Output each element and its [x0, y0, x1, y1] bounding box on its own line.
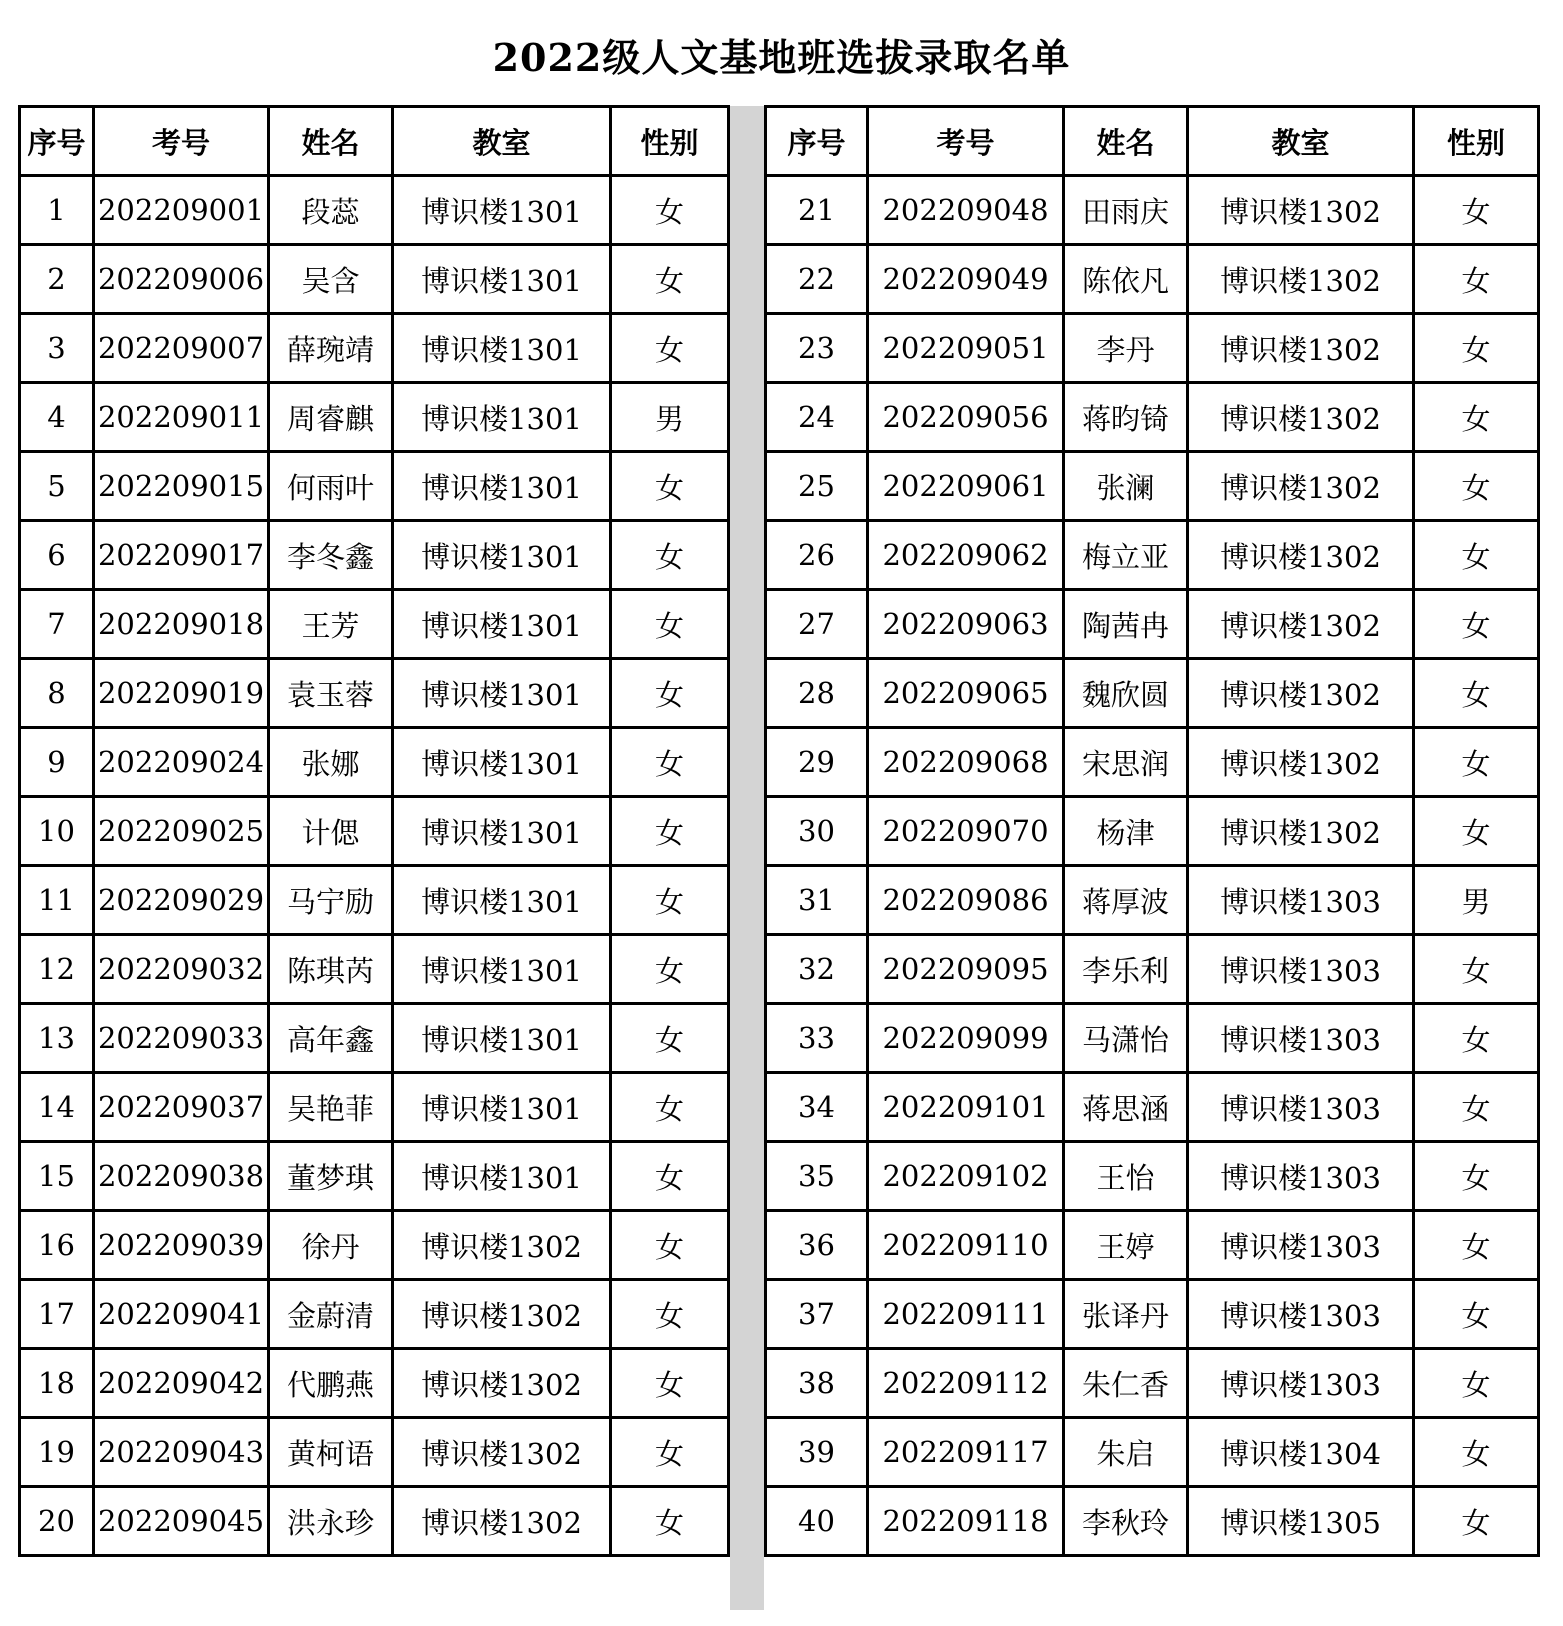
cell-name: 蒋昀锜: [1064, 383, 1188, 452]
header-gender: 性别: [1414, 107, 1539, 176]
table-row: [20, 797, 729, 866]
cell-room: 博识楼1301: [393, 797, 611, 866]
cell-room: 博识楼1302: [1188, 452, 1414, 521]
cell-exam-no: 202209049: [868, 245, 1064, 314]
cell-room: 博识楼1302: [1188, 383, 1414, 452]
table-row: [20, 1073, 729, 1142]
cell-room: 博识楼1303: [1188, 1349, 1414, 1418]
cell-exam-no: 202209101: [868, 1073, 1064, 1142]
table-row: [20, 1349, 729, 1418]
cell-seq: 8: [20, 659, 94, 728]
cell-name: 杨津: [1064, 797, 1188, 866]
cell-gender: 女: [611, 590, 729, 659]
cell-gender: 女: [611, 1487, 729, 1556]
table-row: [766, 1004, 1539, 1073]
header-name: 姓名: [269, 107, 393, 176]
cell-exam-no: 202209043: [94, 1418, 269, 1487]
cell-seq: 4: [20, 383, 94, 452]
table-row: [766, 452, 1539, 521]
cell-room: 博识楼1301: [393, 314, 611, 383]
cell-gender: 女: [611, 314, 729, 383]
cell-exam-no: 202209037: [94, 1073, 269, 1142]
cell-seq: 36: [766, 1211, 868, 1280]
cell-gender: 女: [1414, 245, 1539, 314]
cell-seq: 18: [20, 1349, 94, 1418]
header-gender: 性别: [611, 107, 729, 176]
cell-name: 洪永珍: [269, 1487, 393, 1556]
cell-room: 博识楼1303: [1188, 1073, 1414, 1142]
table-row: [20, 590, 729, 659]
cell-gender: 女: [611, 176, 729, 245]
cell-exam-no: 202209025: [94, 797, 269, 866]
cell-name: 王怡: [1064, 1142, 1188, 1211]
table-row: [766, 797, 1539, 866]
cell-room: 博识楼1302: [393, 1487, 611, 1556]
table-row: [766, 659, 1539, 728]
cell-gender: 女: [1414, 659, 1539, 728]
cell-seq: 32: [766, 935, 868, 1004]
cell-room: 博识楼1302: [1188, 728, 1414, 797]
cell-seq: 37: [766, 1280, 868, 1349]
cell-name: 梅立亚: [1064, 521, 1188, 590]
cell-name: 张译丹: [1064, 1280, 1188, 1349]
cell-room: 博识楼1303: [1188, 1004, 1414, 1073]
cell-gender: 女: [611, 245, 729, 314]
cell-room: 博识楼1303: [1188, 1280, 1414, 1349]
table-header-row: [766, 107, 1539, 176]
table-row: [766, 1418, 1539, 1487]
cell-gender: 女: [611, 1211, 729, 1280]
cell-room: 博识楼1301: [393, 383, 611, 452]
table-row: [766, 728, 1539, 797]
table-row: [766, 866, 1539, 935]
roster-table-right: [764, 105, 1540, 1557]
cell-seq: 27: [766, 590, 868, 659]
cell-gender: 女: [611, 521, 729, 590]
table-row: [766, 935, 1539, 1004]
cell-room: 博识楼1302: [1188, 797, 1414, 866]
cell-exam-no: 202209095: [868, 935, 1064, 1004]
table-row: [20, 314, 729, 383]
cell-seq: 3: [20, 314, 94, 383]
table-row: [766, 383, 1539, 452]
roster-table-left: [18, 105, 730, 1557]
cell-gender: 女: [1414, 1280, 1539, 1349]
cell-exam-no: 202209001: [94, 176, 269, 245]
cell-exam-no: 202209038: [94, 1142, 269, 1211]
cell-name: 魏欣圆: [1064, 659, 1188, 728]
cell-name: 马潇怡: [1064, 1004, 1188, 1073]
cell-exam-no: 202209042: [94, 1349, 269, 1418]
cell-name: 代鹏燕: [269, 1349, 393, 1418]
cell-exam-no: 202209070: [868, 797, 1064, 866]
table-row: [766, 1211, 1539, 1280]
table-header-row: [20, 107, 729, 176]
cell-exam-no: 202209099: [868, 1004, 1064, 1073]
header-name: 姓名: [1064, 107, 1188, 176]
cell-name: 张澜: [1064, 452, 1188, 521]
cell-room: 博识楼1302: [1188, 590, 1414, 659]
cell-room: 博识楼1301: [393, 521, 611, 590]
cell-name: 朱启: [1064, 1418, 1188, 1487]
cell-room: 博识楼1301: [393, 590, 611, 659]
cell-gender: 女: [1414, 521, 1539, 590]
table-row: [766, 521, 1539, 590]
cell-name: 计偲: [269, 797, 393, 866]
cell-name: 陶茜冉: [1064, 590, 1188, 659]
cell-seq: 13: [20, 1004, 94, 1073]
cell-exam-no: 202209117: [868, 1418, 1064, 1487]
cell-name: 李丹: [1064, 314, 1188, 383]
cell-gender: 女: [1414, 452, 1539, 521]
cell-gender: 女: [611, 1004, 729, 1073]
cell-room: 博识楼1301: [393, 245, 611, 314]
header-room: 教室: [1188, 107, 1414, 176]
cell-name: 陈依凡: [1064, 245, 1188, 314]
cell-gender: 女: [611, 1418, 729, 1487]
cell-seq: 7: [20, 590, 94, 659]
cell-name: 蒋厚波: [1064, 866, 1188, 935]
cell-name: 马宁励: [269, 866, 393, 935]
cell-name: 段蕊: [269, 176, 393, 245]
cell-room: 博识楼1301: [393, 728, 611, 797]
cell-gender: 女: [611, 728, 729, 797]
table-row: [766, 314, 1539, 383]
cell-seq: 40: [766, 1487, 868, 1556]
cell-room: 博识楼1303: [1188, 866, 1414, 935]
cell-exam-no: 202209029: [94, 866, 269, 935]
cell-room: 博识楼1302: [1188, 176, 1414, 245]
table-row: [20, 1418, 729, 1487]
cell-seq: 9: [20, 728, 94, 797]
cell-seq: 17: [20, 1280, 94, 1349]
cell-gender: 女: [1414, 797, 1539, 866]
cell-name: 王芳: [269, 590, 393, 659]
cell-room: 博识楼1302: [393, 1211, 611, 1280]
cell-exam-no: 202209051: [868, 314, 1064, 383]
cell-seq: 10: [20, 797, 94, 866]
cell-gender: 男: [1414, 866, 1539, 935]
cell-exam-no: 202209041: [94, 1280, 269, 1349]
cell-exam-no: 202209006: [94, 245, 269, 314]
cell-name: 田雨庆: [1064, 176, 1188, 245]
cell-name: 周睿麒: [269, 383, 393, 452]
cell-room: 博识楼1302: [393, 1280, 611, 1349]
cell-exam-no: 202209019: [94, 659, 269, 728]
cell-exam-no: 202209065: [868, 659, 1064, 728]
cell-gender: 女: [611, 452, 729, 521]
cell-exam-no: 202209045: [94, 1487, 269, 1556]
cell-seq: 20: [20, 1487, 94, 1556]
cell-name: 王婷: [1064, 1211, 1188, 1280]
table-row: [20, 935, 729, 1004]
table-row: [20, 1487, 729, 1556]
cell-gender: 女: [611, 797, 729, 866]
cell-room: 博识楼1305: [1188, 1487, 1414, 1556]
cell-exam-no: 202209018: [94, 590, 269, 659]
cell-seq: 26: [766, 521, 868, 590]
cell-room: 博识楼1301: [393, 1073, 611, 1142]
cell-room: 博识楼1301: [393, 452, 611, 521]
table-row: [20, 176, 729, 245]
table-row: [20, 383, 729, 452]
cell-gender: 女: [1414, 728, 1539, 797]
header-exam-no: 考号: [868, 107, 1064, 176]
column-divider: [730, 106, 764, 1610]
cell-seq: 34: [766, 1073, 868, 1142]
cell-room: 博识楼1301: [393, 1004, 611, 1073]
cell-seq: 22: [766, 245, 868, 314]
table-row: [766, 1073, 1539, 1142]
cell-room: 博识楼1303: [1188, 935, 1414, 1004]
cell-exam-no: 202209118: [868, 1487, 1064, 1556]
cell-gender: 女: [1414, 176, 1539, 245]
header-exam-no: 考号: [94, 107, 269, 176]
cell-seq: 38: [766, 1349, 868, 1418]
cell-room: 博识楼1301: [393, 659, 611, 728]
cell-name: 李秋玲: [1064, 1487, 1188, 1556]
cell-room: 博识楼1302: [393, 1349, 611, 1418]
table-row: [766, 1142, 1539, 1211]
cell-exam-no: 202209007: [94, 314, 269, 383]
cell-room: 博识楼1301: [393, 176, 611, 245]
cell-gender: 女: [1414, 383, 1539, 452]
cell-gender: 女: [1414, 590, 1539, 659]
cell-name: 张娜: [269, 728, 393, 797]
header-seq: 序号: [20, 107, 94, 176]
cell-exam-no: 202209024: [94, 728, 269, 797]
cell-name: 朱仁香: [1064, 1349, 1188, 1418]
cell-seq: 29: [766, 728, 868, 797]
table-row: [20, 245, 729, 314]
cell-exam-no: 202209056: [868, 383, 1064, 452]
cell-seq: 5: [20, 452, 94, 521]
cell-seq: 28: [766, 659, 868, 728]
cell-seq: 12: [20, 935, 94, 1004]
cell-seq: 2: [20, 245, 94, 314]
cell-name: 袁玉蓉: [269, 659, 393, 728]
cell-gender: 女: [611, 1280, 729, 1349]
cell-seq: 19: [20, 1418, 94, 1487]
cell-gender: 男: [611, 383, 729, 452]
cell-gender: 女: [1414, 1073, 1539, 1142]
cell-gender: 女: [1414, 935, 1539, 1004]
cell-name: 董梦琪: [269, 1142, 393, 1211]
cell-name: 徐丹: [269, 1211, 393, 1280]
cell-name: 薛琬靖: [269, 314, 393, 383]
cell-exam-no: 202209011: [94, 383, 269, 452]
cell-name: 李乐利: [1064, 935, 1188, 1004]
cell-exam-no: 202209061: [868, 452, 1064, 521]
cell-room: 博识楼1302: [1188, 659, 1414, 728]
table-row: [766, 1487, 1539, 1556]
cell-seq: 33: [766, 1004, 868, 1073]
cell-seq: 21: [766, 176, 868, 245]
cell-exam-no: 202209017: [94, 521, 269, 590]
cell-gender: 女: [1414, 1004, 1539, 1073]
cell-room: 博识楼1302: [393, 1418, 611, 1487]
cell-seq: 39: [766, 1418, 868, 1487]
table-row: [20, 1004, 729, 1073]
table-row: [20, 452, 729, 521]
cell-room: 博识楼1301: [393, 866, 611, 935]
cell-room: 博识楼1301: [393, 1142, 611, 1211]
table-row: [766, 1349, 1539, 1418]
cell-seq: 30: [766, 797, 868, 866]
cell-name: 高年鑫: [269, 1004, 393, 1073]
table-row: [766, 1280, 1539, 1349]
cell-name: 陈琪芮: [269, 935, 393, 1004]
cell-gender: 女: [1414, 1418, 1539, 1487]
cell-gender: 女: [611, 935, 729, 1004]
cell-exam-no: 202209039: [94, 1211, 269, 1280]
cell-exam-no: 202209015: [94, 452, 269, 521]
table-row: [20, 866, 729, 935]
table-row: [766, 245, 1539, 314]
cell-gender: 女: [1414, 314, 1539, 383]
cell-room: 博识楼1303: [1188, 1211, 1414, 1280]
table-row: [20, 728, 729, 797]
cell-name: 吴艳菲: [269, 1073, 393, 1142]
cell-gender: 女: [1414, 1142, 1539, 1211]
cell-exam-no: 202209032: [94, 935, 269, 1004]
cell-room: 博识楼1301: [393, 935, 611, 1004]
cell-name: 李冬鑫: [269, 521, 393, 590]
cell-gender: 女: [1414, 1211, 1539, 1280]
cell-exam-no: 202209110: [868, 1211, 1064, 1280]
table-row: [766, 176, 1539, 245]
cell-exam-no: 202209111: [868, 1280, 1064, 1349]
cell-room: 博识楼1302: [1188, 521, 1414, 590]
cell-seq: 16: [20, 1211, 94, 1280]
cell-seq: 14: [20, 1073, 94, 1142]
cell-name: 金蔚清: [269, 1280, 393, 1349]
cell-exam-no: 202209112: [868, 1349, 1064, 1418]
header-seq: 序号: [766, 107, 868, 176]
cell-seq: 11: [20, 866, 94, 935]
table-row: [20, 1142, 729, 1211]
cell-seq: 24: [766, 383, 868, 452]
cell-name: 黄柯语: [269, 1418, 393, 1487]
cell-seq: 31: [766, 866, 868, 935]
table-row: [20, 1211, 729, 1280]
table-row: [20, 521, 729, 590]
cell-gender: 女: [611, 659, 729, 728]
header-room: 教室: [393, 107, 611, 176]
table-row: [766, 590, 1539, 659]
cell-room: 博识楼1302: [1188, 245, 1414, 314]
cell-exam-no: 202209033: [94, 1004, 269, 1073]
cell-gender: 女: [1414, 1487, 1539, 1556]
cell-gender: 女: [611, 866, 729, 935]
cell-room: 博识楼1302: [1188, 314, 1414, 383]
cell-name: 何雨叶: [269, 452, 393, 521]
cell-exam-no: 202209063: [868, 590, 1064, 659]
cell-seq: 15: [20, 1142, 94, 1211]
cell-gender: 女: [611, 1142, 729, 1211]
cell-exam-no: 202209102: [868, 1142, 1064, 1211]
cell-exam-no: 202209068: [868, 728, 1064, 797]
cell-gender: 女: [611, 1073, 729, 1142]
cell-seq: 6: [20, 521, 94, 590]
cell-gender: 女: [1414, 1349, 1539, 1418]
table-row: [20, 1280, 729, 1349]
cell-name: 蒋思涵: [1064, 1073, 1188, 1142]
cell-seq: 25: [766, 452, 868, 521]
cell-name: 吴含: [269, 245, 393, 314]
cell-seq: 1: [20, 176, 94, 245]
cell-exam-no: 202209062: [868, 521, 1064, 590]
cell-exam-no: 202209086: [868, 866, 1064, 935]
cell-seq: 23: [766, 314, 868, 383]
cell-room: 博识楼1304: [1188, 1418, 1414, 1487]
table-row: [20, 659, 729, 728]
cell-room: 博识楼1303: [1188, 1142, 1414, 1211]
cell-seq: 35: [766, 1142, 868, 1211]
cell-name: 宋思润: [1064, 728, 1188, 797]
cell-exam-no: 202209048: [868, 176, 1064, 245]
cell-gender: 女: [611, 1349, 729, 1418]
page-title: 2022级人文基地班选拔录取名单: [492, 35, 1071, 80]
